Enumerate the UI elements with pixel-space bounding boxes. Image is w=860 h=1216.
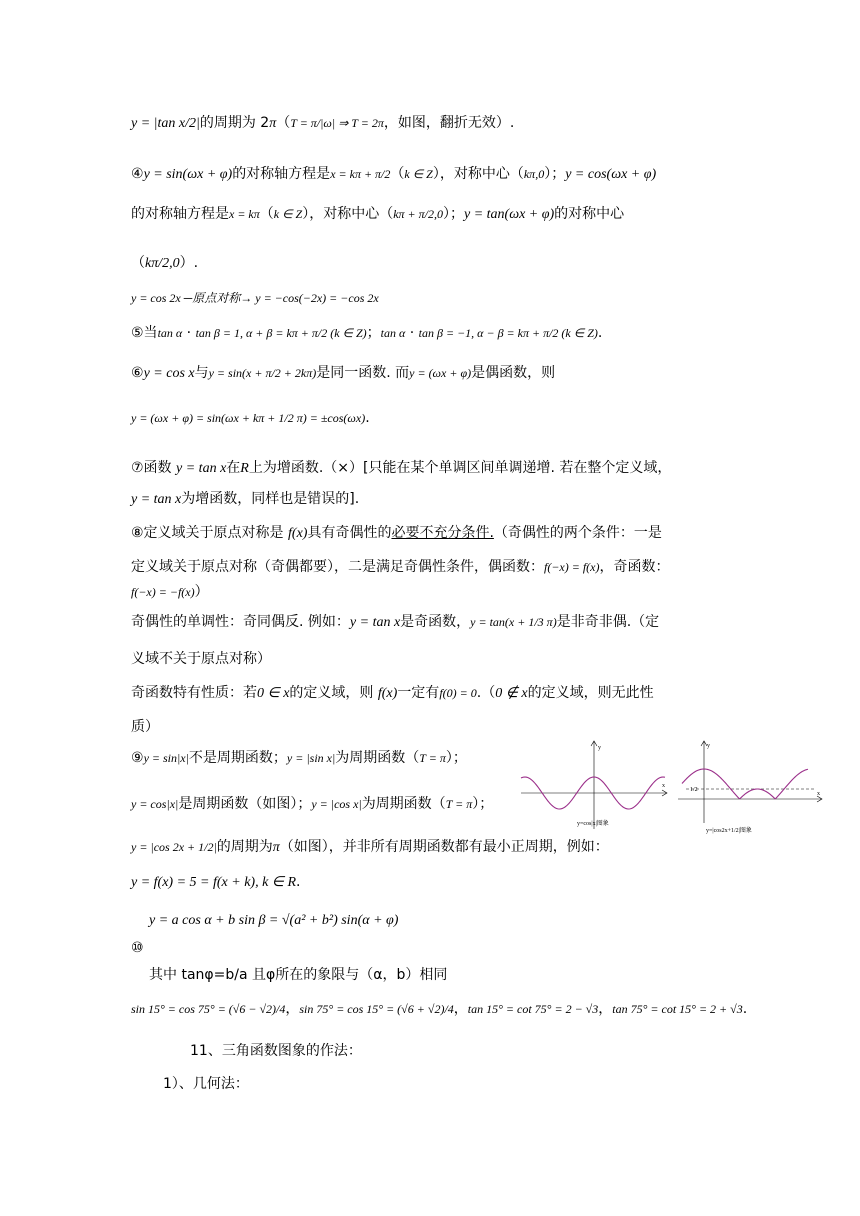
text-segment: 奇函数特有性质：若	[131, 685, 257, 701]
math-expression: x = kπ + π/2	[330, 167, 391, 181]
text-segment: 11、三角函数图象的作法：	[190, 1043, 362, 1059]
text-segment: ⑧定义域关于原点对称是	[131, 525, 289, 541]
line-tan-product	[131, 322, 602, 342]
text-segment: ，奇函数：	[599, 559, 670, 575]
line-section-11	[190, 1040, 362, 1060]
text-segment: 的定义域，则	[289, 685, 378, 701]
line-odd-property	[131, 682, 654, 702]
text-segment: （	[131, 255, 145, 271]
line-odd-condition	[131, 581, 209, 601]
math-expression: y = tan x	[131, 492, 182, 507]
math-expression: y = tan x	[176, 461, 227, 476]
math-expression: π	[269, 116, 277, 131]
text-segment: .	[597, 325, 603, 341]
math-expression: T = π	[445, 797, 473, 811]
text-segment: .	[365, 410, 370, 426]
line-parity-condition-2	[131, 556, 670, 576]
math-expression: tan α	[157, 326, 183, 340]
text-segment: 为增函数，同样也是错误的].	[181, 491, 360, 507]
text-segment: （奇偶性的两个条件：一是	[493, 525, 662, 541]
text-segment: 质）	[131, 719, 159, 735]
text-segment: 不是周期函数；	[188, 750, 287, 766]
math-expression: kπ + π/2,0	[393, 207, 443, 221]
text-segment: 上为增函数.（×）[只能在某个单调区间单调递增. 若在整个定义域，	[248, 460, 672, 476]
math-expression: y = tan(x + 1/3 π)	[470, 615, 557, 629]
math-expression: y = cos(ωx + φ)	[565, 167, 657, 182]
line-tan-half-period	[131, 112, 514, 132]
math-expression: π	[272, 840, 280, 855]
line-periodic-cos	[131, 793, 493, 813]
text-segment: ④	[131, 166, 144, 182]
math-expression: R	[240, 461, 249, 476]
math-expression: y = (ωx + φ)	[409, 366, 472, 380]
line-tan-phi-note	[149, 964, 447, 984]
math-expression: y = cos|x|	[131, 797, 179, 811]
line-parity-monotonic-2	[131, 648, 271, 668]
math-expression: sin 15° = cos 75° = (√6 − √2)/4	[131, 1002, 286, 1016]
text-segment: 义域不关于原点对称）	[131, 651, 271, 667]
math-expression: tan β = −1, α − β = kπ + π/2 (k ∈ Z)	[418, 326, 598, 340]
abs-cos2x-half-curve	[682, 769, 808, 799]
text-segment: ，如图，翻折无效）.	[383, 115, 515, 131]
text-segment: ）；	[445, 750, 467, 766]
line-cos2x-symmetric	[131, 289, 379, 306]
text-segment: （	[390, 166, 405, 182]
half-label: 1/2	[690, 787, 698, 793]
line-parity-condition	[131, 522, 662, 542]
text-segment: 为周期函数（	[361, 796, 446, 812]
math-expression: sin 75° = cos 15° = (√6 + √2)/4	[299, 1002, 454, 1016]
math-expression: tan 15° = cot 75° = 2 − √3	[467, 1002, 599, 1016]
line-item-10	[131, 940, 144, 956]
math-expression: y = |cos 2x + 1/2|	[131, 840, 217, 854]
math-expression: y = f(x) = 5 = f(x + k), k ∈ R	[131, 875, 297, 890]
text-segment: 的周期为 2	[199, 115, 270, 131]
line-parity-monotonic	[131, 611, 659, 631]
line-even-function	[131, 410, 370, 426]
math-expression: T = π	[419, 751, 446, 765]
math-expression: y = tan(ωx + φ)	[464, 207, 555, 222]
line-odd-property-2	[131, 716, 159, 736]
math-expression: y = sin|x|	[143, 751, 189, 765]
line-symmetry-cos	[131, 203, 624, 223]
math-expression: 0 ∈ x	[257, 686, 290, 701]
line-tan-center	[131, 252, 198, 272]
text-segment: ）；	[443, 206, 464, 222]
text-segment: （	[259, 206, 274, 222]
line-periodic-sin	[131, 747, 467, 767]
text-segment: ⑤当	[131, 325, 158, 341]
math-expression: y = tan x	[349, 615, 401, 630]
math-expression: tan α	[380, 326, 406, 340]
math-expression: y = a cos α + b sin β = √(a² + b²) sin(α + φ)	[149, 913, 399, 928]
text-segment: .（	[476, 685, 496, 701]
line-constant-function	[131, 874, 301, 891]
math-expression: f(−x) = −f(x)	[131, 585, 195, 599]
math-expression: tan β = 1, α + β = kπ + π/2 (k ∈ Z)	[195, 326, 367, 340]
line-cos-equals-sin	[131, 362, 555, 382]
math-expression: y = cos 2x ─原点对称→ y = −cos(−2x) = −cos 2x	[131, 291, 379, 305]
math-expression: kπ/2,0	[145, 256, 180, 271]
text-segment: 具有奇偶性的	[307, 525, 392, 541]
abs-cos2x-half-graph	[676, 737, 826, 837]
text-segment: ⑥	[131, 365, 144, 381]
math-expression: y = cos x	[143, 366, 195, 381]
math-expression: f(−x) = f(x)	[544, 560, 600, 574]
text-segment: .	[296, 874, 301, 890]
text-segment: ⑨	[131, 750, 144, 766]
x-axis-label: x	[817, 791, 820, 797]
text-segment: .	[742, 1001, 748, 1017]
text-segment: 其中 tanφ=b/a 且φ所在的象限与（α，b）相同	[149, 967, 448, 983]
text-segment: 1）、几何法：	[163, 1076, 249, 1092]
text-segment: 为周期函数（	[335, 750, 420, 766]
math-expression: y = |tan x/2|	[131, 116, 200, 131]
text-segment: 在	[226, 460, 241, 476]
text-segment: ，	[598, 1001, 613, 1017]
text-segment: （	[276, 115, 291, 131]
text-segment: 定义域关于原点对称（奇偶都要），二是满足奇偶性条件，偶函数：	[131, 559, 544, 575]
cos-abs-x-graph	[519, 737, 669, 832]
text-segment: ）；	[544, 166, 566, 182]
line-periodic-cos2x	[131, 836, 609, 856]
text-segment: 的对称轴方程是	[131, 206, 229, 222]
text-segment: 奇偶性的单调性：奇同偶反. 例如：	[131, 614, 350, 630]
text-segment: ）；	[472, 796, 494, 812]
figure-cos-abs-x	[519, 737, 669, 832]
y-axis-label: y	[707, 743, 710, 749]
math-expression: y = sin(ωx + φ)	[143, 167, 233, 182]
text-segment: 是非奇非偶.（定	[556, 614, 660, 630]
line-tan-increasing	[131, 457, 671, 477]
line-auxiliary-angle	[149, 912, 398, 929]
text-segment: 是周期函数（如图）；	[178, 796, 312, 812]
text-segment: 的周期为	[216, 839, 273, 855]
text-segment: 的定义域，则无此性	[527, 685, 654, 701]
math-expression: f(x)	[377, 686, 398, 701]
math-expression: y = |cos x|	[311, 797, 362, 811]
text-segment: ·	[182, 325, 196, 341]
text-segment: ）	[194, 584, 209, 600]
math-expression: T = π/|ω| ⇒ T = 2π	[290, 116, 384, 130]
math-expression: y = sin(x + π/2 + 2kπ)	[208, 366, 317, 380]
text-segment: ⑩	[131, 940, 144, 956]
math-expression: y = (ωx + φ) = sin(ωx + kπ + 1/2 π) = ±cos(ωx)	[131, 411, 366, 425]
math-expression: f(0) = 0	[439, 686, 477, 700]
math-expression: 0 ∉ x	[495, 686, 528, 701]
line-symmetry-sin	[131, 163, 656, 183]
line-geometric-method	[163, 1073, 249, 1093]
math-expression: k ∈ Z	[273, 207, 303, 221]
math-expression: k ∈ Z	[404, 167, 433, 181]
figure-caption: y=cos|x|图象	[577, 821, 609, 827]
text-segment: ，	[285, 1001, 300, 1017]
line-tan-increasing-2	[131, 488, 359, 508]
text-segment: 的对称轴方程是	[232, 166, 331, 182]
text-segment: （如图），并非所有周期函数都有最小正周期，例如：	[279, 839, 609, 855]
x-axis-label: x	[662, 783, 665, 789]
math-expression: f(x)	[288, 526, 308, 541]
math-expression: y = |sin x|	[286, 751, 336, 765]
text-segment: 是偶函数，则	[471, 365, 556, 381]
text-segment: ，	[453, 1001, 468, 1017]
text-segment: ⑦函数	[131, 460, 177, 476]
math-expression: tan 75° = cot 15° = 2 + √3	[612, 1002, 743, 1016]
y-axis-label: y	[598, 745, 601, 751]
text-segment: 的对称中心	[554, 206, 625, 222]
text-segment: ）.	[179, 255, 199, 271]
figure-caption: y=|cos2x+1/2|图象	[706, 828, 752, 834]
text-segment: 一定有	[397, 685, 440, 701]
math-expression: x = kπ	[229, 207, 260, 221]
text-segment: 与	[194, 365, 209, 381]
text-segment: ），对称中心（	[302, 206, 394, 222]
math-expression: kπ,0	[523, 167, 545, 181]
text-segment: 是同一函数. 而	[316, 365, 410, 381]
text-segment: ·	[405, 325, 419, 341]
line-special-values	[131, 998, 747, 1018]
text-segment: 是奇函数，	[400, 614, 471, 630]
underlined-text: 必要不充分条件.	[391, 525, 494, 541]
figure-abs-cos2x-half	[676, 737, 826, 837]
text-segment: ；	[366, 325, 381, 341]
text-segment: ），对称中心（	[432, 166, 524, 182]
